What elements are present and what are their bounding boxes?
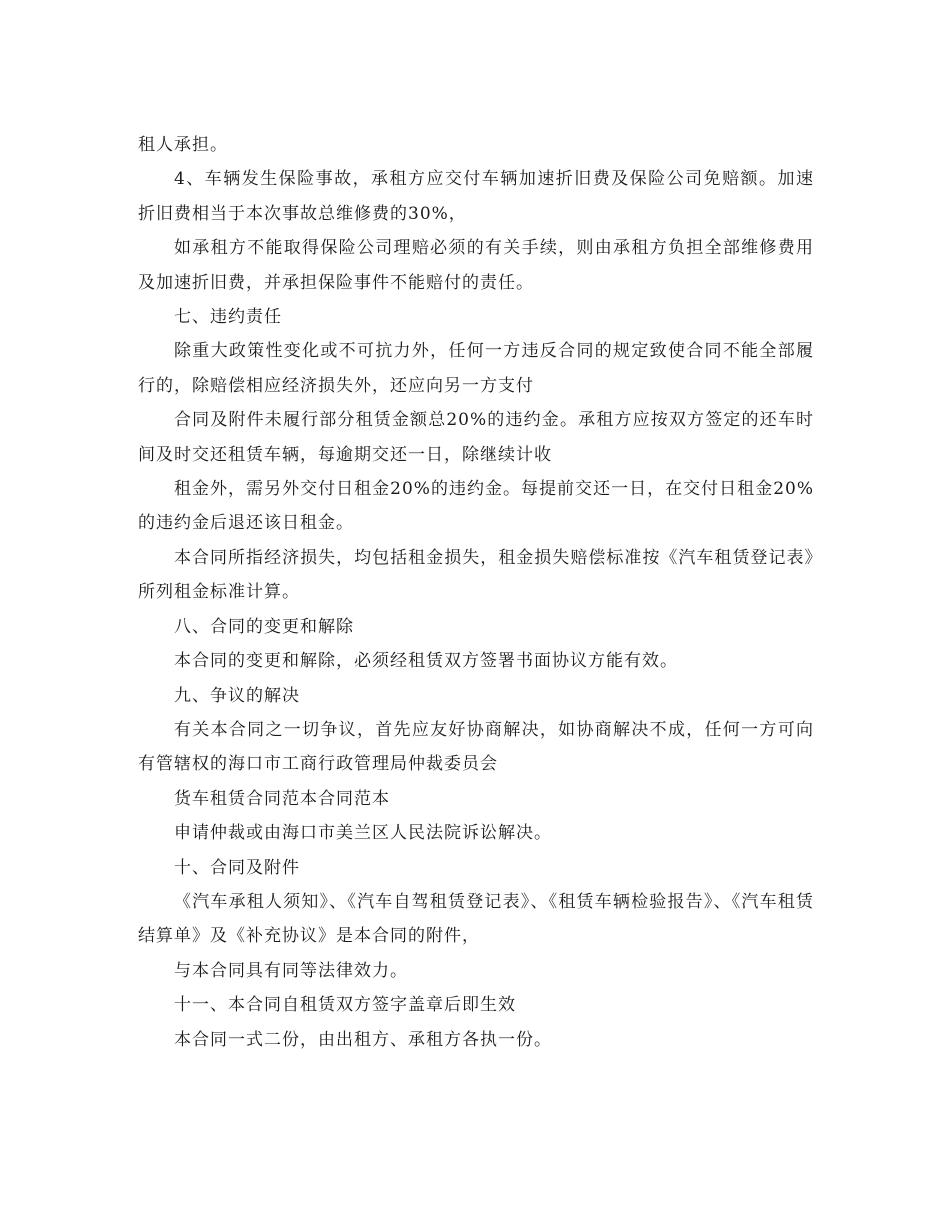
section-heading-11: 十一、本合同自租赁双方签字盖章后即生效 [174,995,516,1016]
paragraph-economic-loss: 本合同所指经济损失，均包括租金损失，租金损失赔偿标准按《汽车租赁登记表》所列租金标准计算。 [138,547,814,603]
paragraph-attachments: 《汽车承租人须知》、《汽车自驾租赁登记表》、《租赁车辆检验报告》、《汽车租赁结算单》及《补充协议》是本合同的附件， [138,891,814,947]
paragraph-rent-penalty: 租金外，需另外交付日租金20%的违约金。每提前交还一日，在交付日租金20%的违约金后退还该日租金。 [138,479,814,534]
paragraph-template-note: 货车租赁合同范本合同范本 [174,788,390,809]
paragraph-continuation: 租人承担。 [138,135,228,155]
section-heading-10: 十、合同及附件 [174,857,300,878]
section-heading-9: 九、争议的解决 [174,685,300,706]
paragraph-penalty: 合同及附件未履行部分租赁金额总20%的违约金。承租方应按双方签定的还车时间及时交还租赁车辆，每逾期交还一日，除继续计收 [138,410,814,465]
paragraph-amendment: 本合同的变更和解除，必须经租赁双方签署书面协议方能有效。 [174,651,678,672]
section-heading-7: 七、违约责任 [174,307,282,328]
document-body [138,128,814,1057]
paragraph-dispute: 有关本合同之一切争议，首先应友好协商解决，如协商解决不成，任何一方可向有管辖权的海口市工商行政管理局仲裁委员会 [138,719,814,775]
paragraph-arbitration: 申请仲裁或由海口市美兰区人民法院诉讼解决。 [174,823,552,844]
paragraph-legal-effect: 与本合同具有同等法律效力。 [174,960,408,981]
paragraph-insurance-claim: 如承租方不能取得保险公司理赔必须的有关手续，则由承租方负担全部维修费用及加速折旧费，并承担保险事件不能赔付的责任。 [138,238,814,293]
paragraph-copies: 本合同一式二份，由出租方、承租方各执一份。 [174,1029,552,1050]
section-heading-8: 八、合同的变更和解除 [174,616,354,637]
paragraph-breach: 除重大政策性变化或不可抗力外，任何一方违反合同的规定致使合同不能全部履行的，除赔偿相应经济损失外，还应向另一方支付 [138,341,814,396]
paragraph-clause-4: 4、车辆发生保险事故，承租方应交付车辆加速折旧费及保险公司免赔额。加速折旧费相当于本次事故总维修费的30%， [138,169,814,224]
